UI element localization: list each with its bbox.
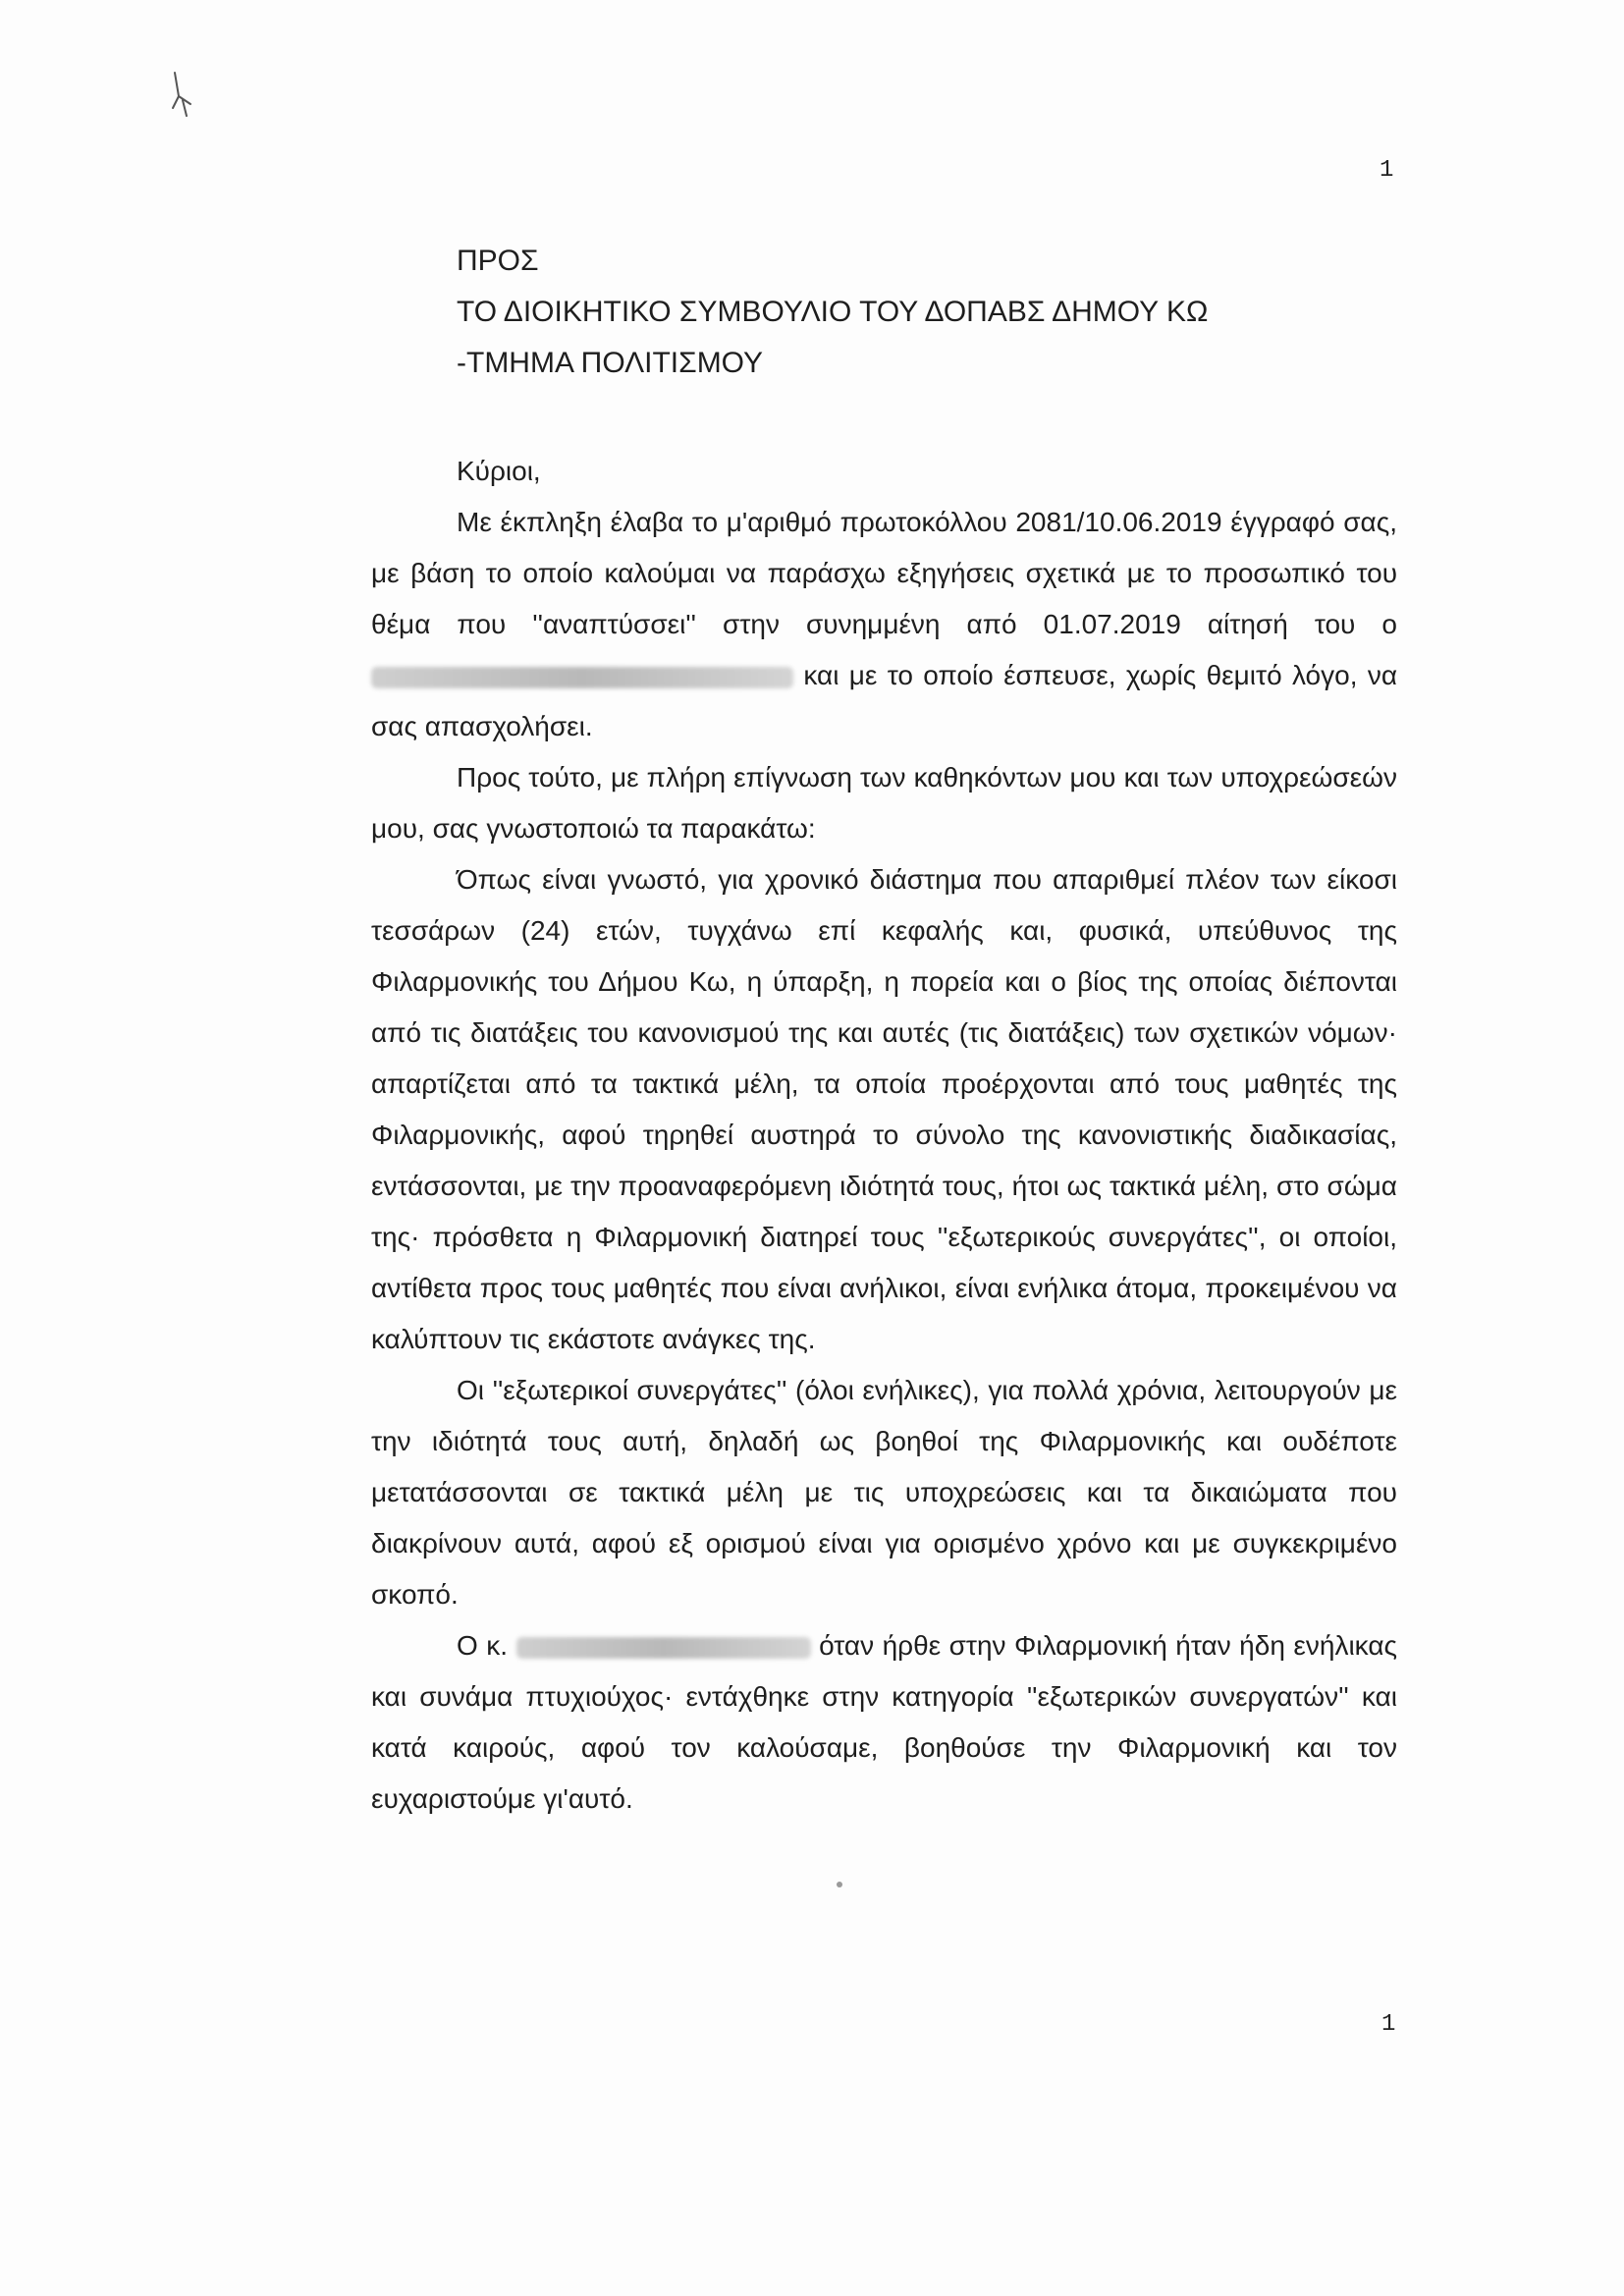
addressee-line-3: -ΤΜΗΜΑ ΠΟΛΙΤΙΣΜΟΥ (457, 347, 764, 379)
page-number-bottom: 1 (1381, 2011, 1396, 2038)
paragraph-5-text-b: όταν ήρθε στην Φιλαρμονική ήταν ήδη ενήλικας και συνάμα πτυχιούχος· εντάχθηκε στην κατηγορία ''εξωτερικών συνεργατών'' και κατά καιρούς, αφού τον καλούσαμε, βοηθούσε την Φιλαρμονική και τον ευχαριστούμε γι'αυτό. (371, 1630, 1398, 1814)
paragraph-2: Προς τούτο, με πλήρη επίγνωση των καθηκόντων μου και των υποχρεώσεών μου, σας γνωστοποιώ τα παρακάτω: (371, 762, 1397, 844)
addressee-block (457, 236, 1208, 389)
paragraph-5 (371, 1620, 1397, 1825)
paragraph-1-text-b: και με το οποίο έσπευσε, χωρίς θεμιτό λόγο, να σας απασχολήσει. (371, 660, 1398, 741)
page-number-top: 1 (1380, 157, 1394, 184)
handwritten-mark (169, 71, 198, 120)
salutation: Κύριοι, (457, 456, 541, 486)
paragraph-4: Οι ''εξωτερικοί συνεργάτες'' (όλοι ενήλικες), για πολλά χρόνια, λειτουργούν με την ιδιότητά τους αυτή, δηλαδή ως βοηθοί της Φιλαρμονικής και ουδέποτε μετατάσσονται σε τακτικά μέλη με τις υποχρεώσεις και τα δικαιώματα που διακρίνουν αυτά, αφού εξ ορισμού είναι για ορισμένο χρόνο και με συγκεκριμένο σκοπό. (371, 1375, 1397, 1610)
scan-speck (837, 1882, 842, 1887)
redacted-name (516, 1637, 811, 1659)
paragraph-1-text-a: Με έκπληξη έλαβα το μ'αριθμό πρωτοκόλλου 2081/10.06.2019 έγγραφό σας, με βάση το οποίο καλούμαι να παράσχω εξηγήσεις σχετικά με το προσωπικό του θέμα που ''αναπτύσσει'' στην συνημμένη από 01.07.2019 αίτησή του ο (371, 507, 1397, 639)
addressee-line-2: ΤΟ ΔΙΟΙΚΗΤΙΚΟ ΣΥΜΒΟΥΛΙΟ ΤΟΥ ΔΟΠΑΒΣ ΔΗΜΟΥ ΚΩ (457, 296, 1209, 328)
paragraph-3: Όπως είναι γνωστό, για χρονικό διάστημα που απαριθμεί πλέον των είκοσι τεσσάρων (24) ετών, τυγχάνω επί κεφαλής και, φυσικά, υπεύθυνος της Φιλαρμονικής του Δήμου Κω, η ύπαρξη, η πορεία και ο βίος της οποίας διέπονται από τις διατάξεις του κανονισμού της και αυτές (τις διατάξεις) των σχετικών νόμων· απαρτίζεται από τα τακτικά μέλη, τα οποία προέρχονται από τους μαθητές της Φιλαρμονικής, αφού τηρηθεί αυστηρά το σύνολο της κανονιστικής διαδικασίας, εντάσσονται, με την προαναφερόμενη ιδιότητά τους, ήτοι ως τακτικά μέλη, στο σώμα της· πρόσθετα η Φιλαρμονική διατηρεί τους ''εξωτερικούς συνεργάτες'', οι οποίοι, αντίθετα προς τους μαθητές που είναι ανήλικοι, είναι ενήλικα άτομα, προκειμένου να καλύπτουν τις εκάστοτε ανάγκες της. (371, 864, 1397, 1354)
letter-body (371, 446, 1397, 1825)
addressee-line-1: ΠΡΟΣ (457, 245, 539, 277)
paragraph-1 (371, 497, 1397, 752)
paragraph-5-text-a: Ο κ. (457, 1630, 509, 1661)
redacted-name (371, 667, 793, 688)
